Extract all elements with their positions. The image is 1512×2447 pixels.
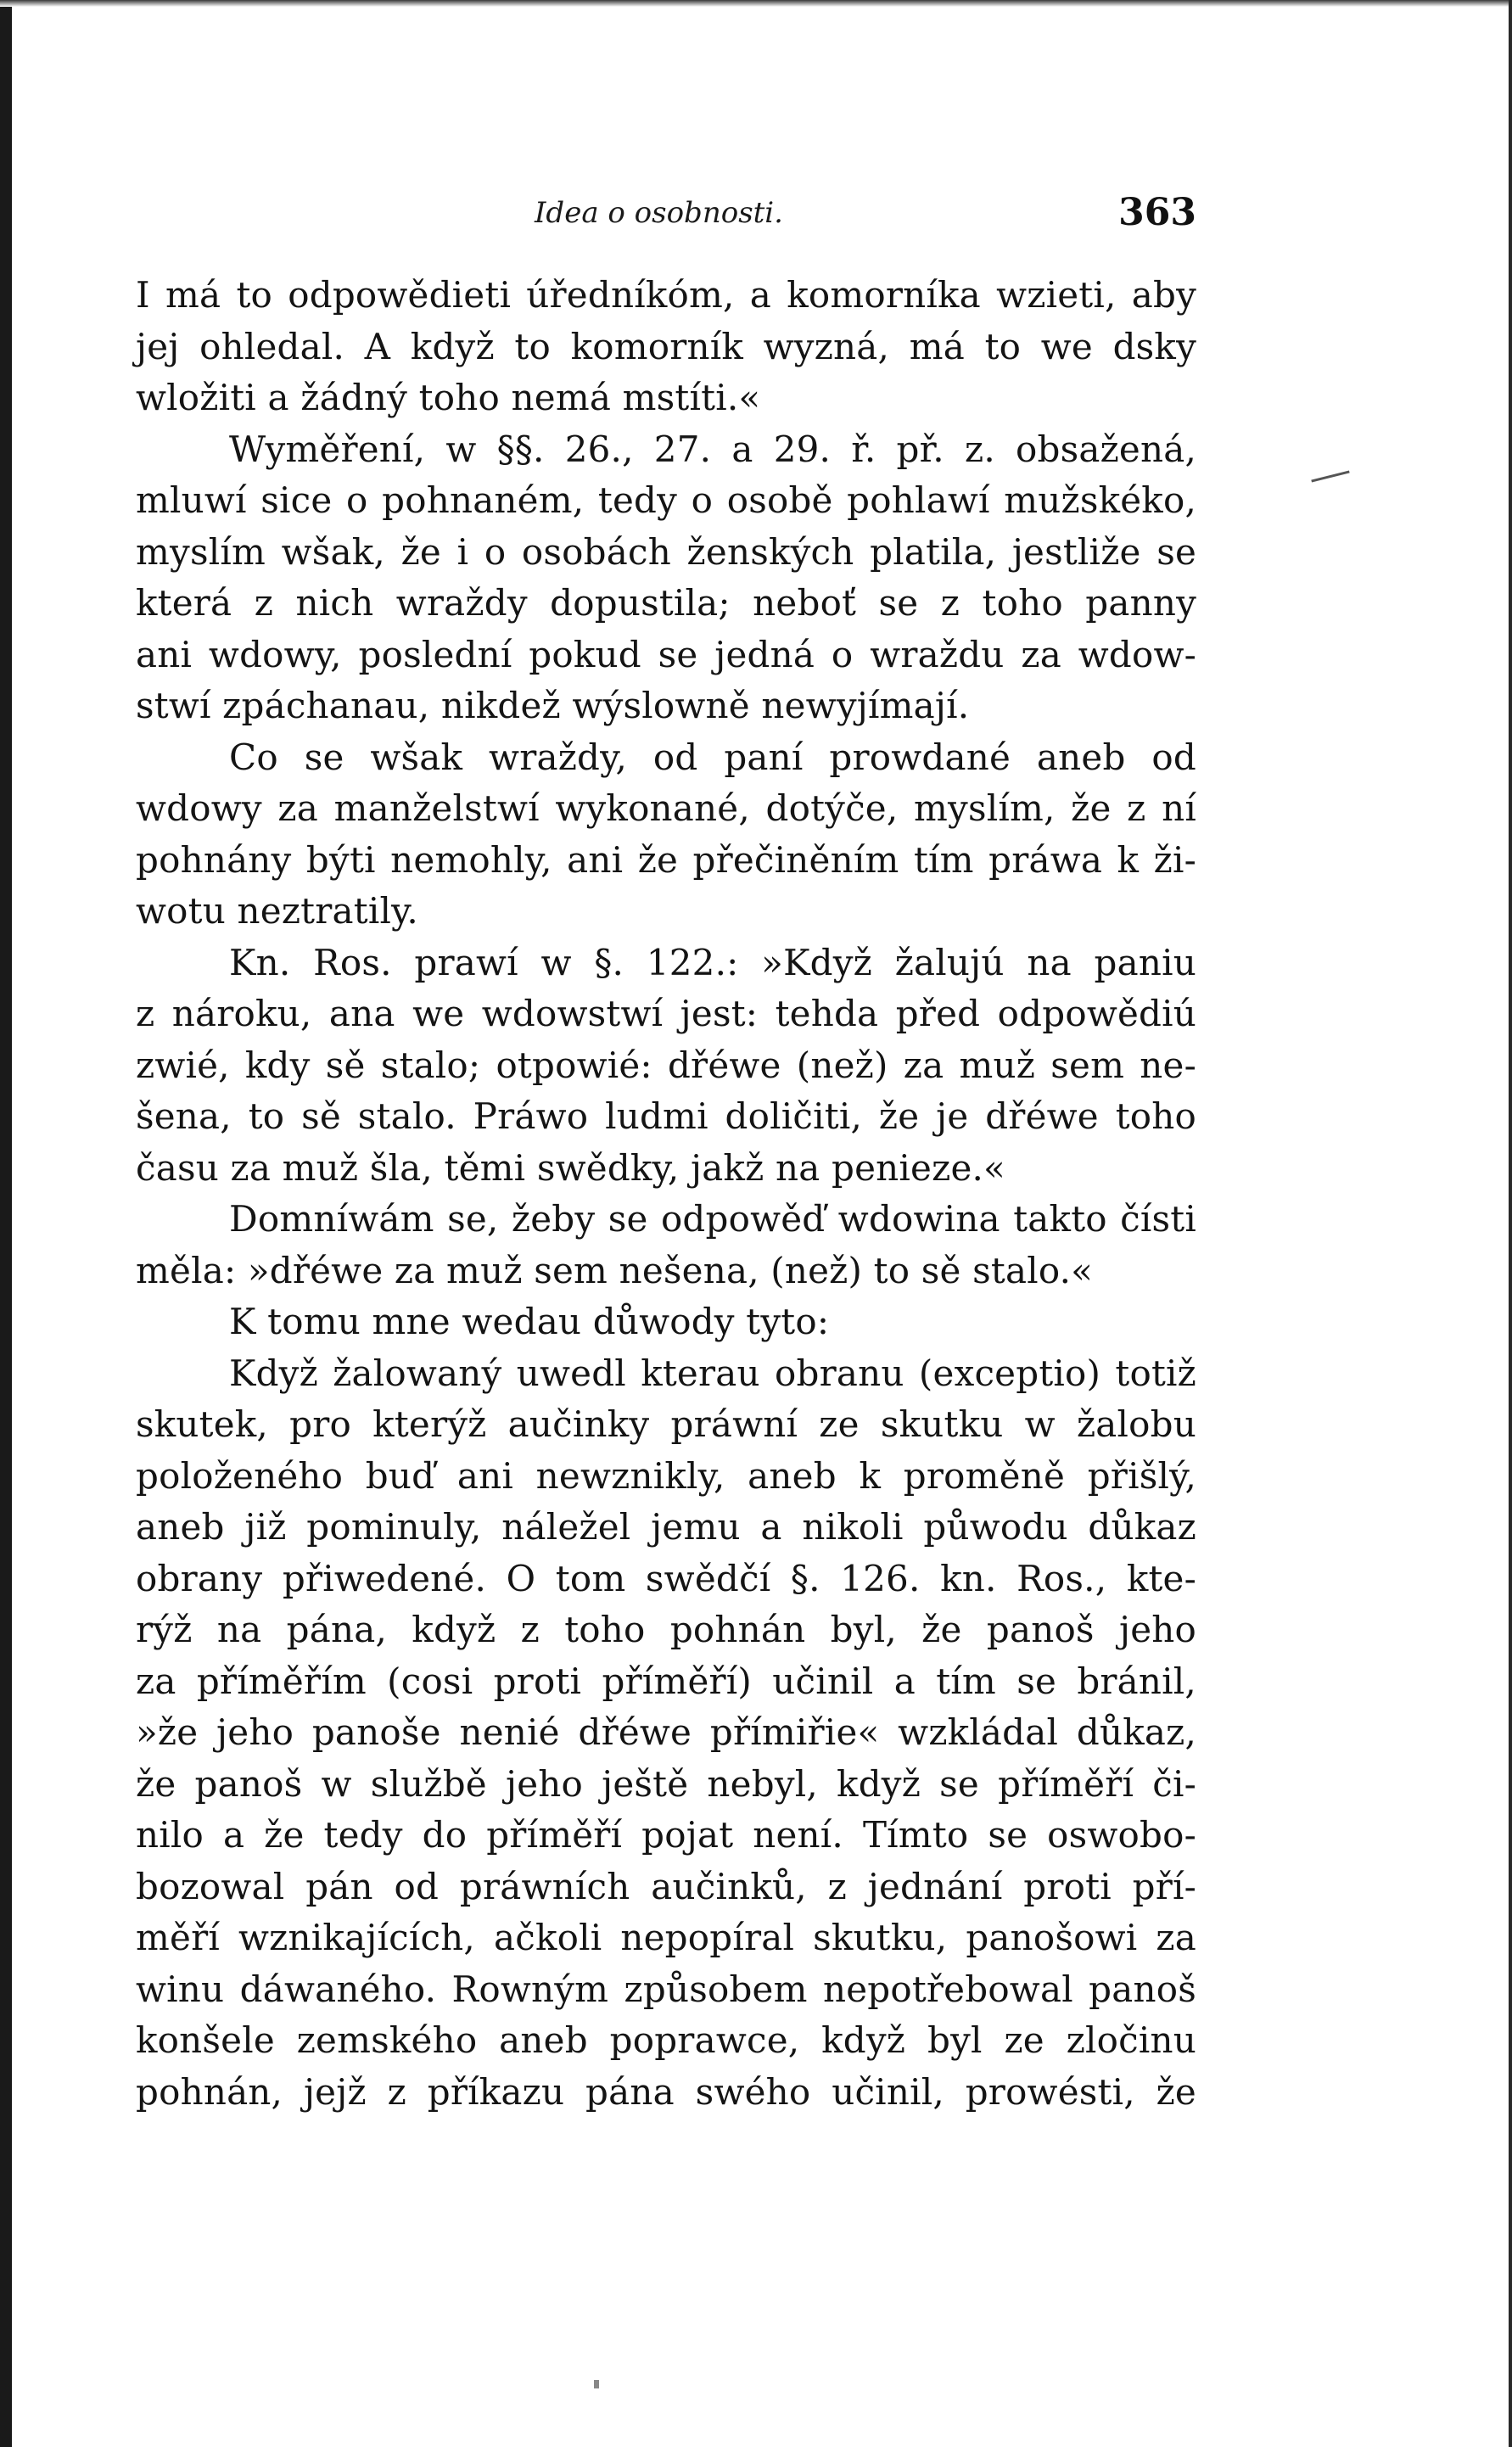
text-line: Kn. Ros. prawí w §. 122.: »Když žalujú na paniu (229, 941, 1196, 983)
running-title: Idea o osobnosti. (535, 196, 783, 230)
text-line: mluwí sice o pohnaném, tedy o osobě pohlawí mužskéko, (136, 479, 1196, 521)
text-line: která z nich wraždy dopustila; neboť se z toho panny (136, 582, 1196, 624)
text-line: jej ohledal. A když to komorník wyzná, má to we dsky (136, 325, 1196, 367)
text-line: winu dáwaného. Rowným způsobem nepotřebowal panoš (136, 1968, 1196, 2010)
text-line: K tomu mne wedau důwody tyto: (229, 1301, 830, 1342)
scan-border-left (0, 0, 12, 2447)
text-line: za příměřím (cosi proti příměří) učinil a tím se bránil, (136, 1660, 1196, 1702)
text-line: šena, to sě stalo. Práwo ludmi doličiti, že je dřéwe toho (136, 1095, 1196, 1137)
margin-pencil-mark (1311, 470, 1349, 482)
page-header (136, 191, 1196, 242)
scan-border-right (1509, 0, 1512, 2447)
text-line: položeného buď ani newznikly, aneb k proměně přišlý, (136, 1454, 1196, 1497)
text-line: zwié, kdy sě stalo; otpowié: dřéwe (než) za muž sem ne- (136, 1044, 1196, 1086)
text-line: Co se wšak wraždy, od paní prowdané aneb od (229, 736, 1196, 778)
text-line: že panoš w službě jeho ještě nebyl, když se příměří či- (136, 1762, 1196, 1805)
text-line: Wyměření, w §§. 26., 27. a 29. ř. př. z. obsažená, (229, 428, 1196, 470)
text-line: rýž na pána, když z toho pohnán byl, že panoš jeho (136, 1609, 1196, 1650)
text-line: měla: »dřéwe za muž sem nešena, (než) to sě stalo.« (136, 1249, 1094, 1291)
scan-speck (594, 2380, 599, 2388)
text-line: aneb již pominuly, náležel jemu a nikoli půwodu důkaz (136, 1506, 1196, 1548)
text-line: ani wdowy, poslední pokud se jedná o wraždu za wdow- (136, 633, 1196, 675)
text-line: stwí zpáchanau, nikdež wýslowně newyjímají. (136, 685, 970, 726)
page-number: 363 (1118, 191, 1196, 234)
text-line: I má to odpowědieti úředníkóm, a komorníka wzieti, aby (136, 274, 1196, 316)
text-line: wložiti a žádný toho nemá mstíti.« (136, 377, 761, 418)
text-line: nilo a že tedy do příměří pojat není. Tímto se oswobo- (136, 1814, 1196, 1856)
text-line: pohnány býti nemohly, ani že přečiněním tím práwa k ži- (136, 838, 1196, 881)
text-line: myslím wšak, že i o osobách ženských platila, jestliže se (136, 530, 1196, 573)
text-line: »že jeho panoše nenié dřéwe přímiřie« wzkládal důkaz, (136, 1711, 1196, 1753)
scan-border-top (0, 0, 1512, 7)
text-line: bozowal pán od práwních aučinků, z jednání proti pří- (136, 1865, 1196, 1907)
text-line: skutek, pro kterýž aučinky práwní ze skutku w žalobu (136, 1403, 1196, 1445)
text-line: z nároku, ana we wdowstwí jest: tehda před odpowědiú (136, 993, 1196, 1034)
body-text (136, 270, 1196, 2118)
text-line: Domníwám se, žeby se odpowěď wdowina takto čísti (229, 1198, 1196, 1240)
text-line: měří wznikajících, ačkoli nepopíral skutku, panošowi za (136, 1917, 1196, 1958)
text-line: Když žalowaný uwedl kterau obranu (exceptio) totiž (229, 1352, 1196, 1394)
text-line: obrany přiwedené. O tom swědčí §. 126. kn. Ros., kte- (136, 1557, 1196, 1599)
text-line: wotu neztratily. (136, 890, 418, 932)
text-line: konšele zemského aneb poprawce, když byl ze zločinu (136, 2019, 1196, 2061)
text-line: pohnán, jejž z příkazu pána swého učinil, prowésti, že (136, 2070, 1196, 2113)
text-line: wdowy za manželstwí wykonané, dotýče, myslím, že z ní (136, 787, 1196, 829)
text-line: času za muž šla, těmi swědky, jakž na penieze.« (136, 1146, 1005, 1189)
